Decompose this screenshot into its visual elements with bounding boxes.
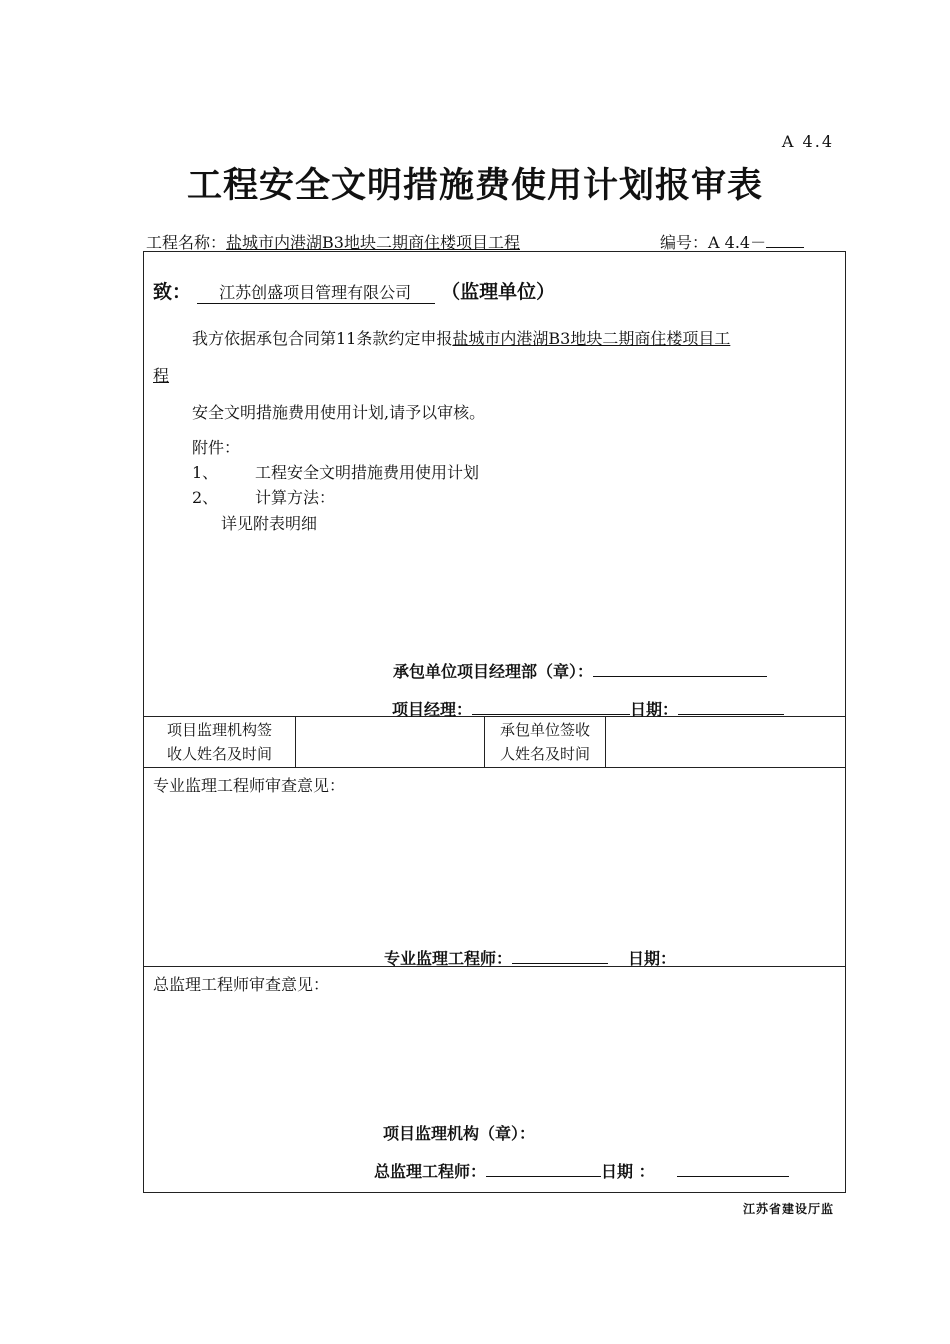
intro-project-part-2: 程 xyxy=(153,366,170,385)
chief-label: 总监理工程师： xyxy=(374,1162,487,1181)
contractor-dept-label: 承包单位项目经理部（章）： xyxy=(393,662,594,681)
attachment-1: 工程安全文明措施费用使用计划 xyxy=(255,463,480,482)
contractor-dept-line xyxy=(393,659,767,682)
contractor-date-blank[interactable] xyxy=(678,700,784,715)
chief-signature-blank[interactable] xyxy=(486,1162,601,1177)
supervisor-receipt-label-line-2: 收人姓名及时间 xyxy=(166,745,272,763)
supervisor-company: 江苏创盛项目管理有限公司 xyxy=(197,280,435,304)
supervisor-receipt-label xyxy=(144,718,295,766)
intro-text: 我方依据承包合同第11条款约定申报 xyxy=(192,329,453,348)
supervisor-role: （监理单位） xyxy=(441,281,556,303)
addressee-line xyxy=(153,277,555,304)
engineer-date-label: 日期： xyxy=(628,949,677,968)
chief-sign-line xyxy=(374,1159,789,1182)
project-manager-blank[interactable] xyxy=(472,700,630,715)
chief-date-label: 日期 ： xyxy=(601,1162,655,1181)
project-name-value: 盐城市内港湖B3地块二期商住楼项目工程 xyxy=(226,233,520,252)
project-name-line xyxy=(146,230,520,253)
divider-receipt-bottom xyxy=(143,767,846,768)
chief-review-heading: 总监理工程师审查意见： xyxy=(153,975,330,994)
chief-date-blank[interactable] xyxy=(677,1162,789,1177)
contractor-seal-blank[interactable] xyxy=(593,662,767,677)
supervision-org-seal-label: 项目监理机构（章）： xyxy=(383,1124,536,1143)
form-number-label: 编号：A 4.4－ xyxy=(660,233,767,252)
contractor-receipt-label xyxy=(485,718,605,766)
supervisor-receipt-label-line-1: 项目监理机构签 xyxy=(166,721,272,739)
engineer-sign-line xyxy=(384,946,676,969)
project-manager-label: 项目经理： xyxy=(392,700,473,719)
calc-detail: 详见附表明细 xyxy=(221,514,318,533)
form-number-blank[interactable] xyxy=(766,233,804,248)
page-title: 工程安全文明措施费使用计划报审表 xyxy=(186,166,763,206)
form-number-line xyxy=(660,230,804,253)
engineer-signature-blank[interactable] xyxy=(512,949,608,964)
supervisor-receipt-value[interactable] xyxy=(296,718,484,766)
project-manager-line xyxy=(392,697,784,720)
intro-line-1 xyxy=(192,326,730,349)
attachment-2: 计算方法： xyxy=(255,488,336,507)
engineer-review-heading: 专业监理工程师审查意见： xyxy=(153,776,346,795)
attachments-label: 附件： xyxy=(192,438,241,457)
attachment-2-number: 2、 xyxy=(192,488,219,507)
contractor-date-label: 日期： xyxy=(630,700,679,719)
intro-line-2: 安全文明措施费用使用计划,请予以审核。 xyxy=(192,403,486,422)
intro-project-part-1: 盐城市内港湖B3地块二期商住楼项目工 xyxy=(452,329,731,348)
to-label: 致： xyxy=(153,281,192,303)
footer-note: 江苏省建设厅监 xyxy=(742,1202,834,1216)
attachment-1-number: 1、 xyxy=(192,463,219,482)
contractor-receipt-label-line-1: 承包单位签收 xyxy=(499,721,590,739)
project-label: 工程名称： xyxy=(146,233,227,252)
contractor-receipt-label-line-2: 人姓名及时间 xyxy=(499,745,590,763)
contractor-receipt-value[interactable] xyxy=(606,718,845,766)
engineer-label: 专业监理工程师： xyxy=(384,949,513,968)
form-code: A 4.4 xyxy=(781,132,834,151)
